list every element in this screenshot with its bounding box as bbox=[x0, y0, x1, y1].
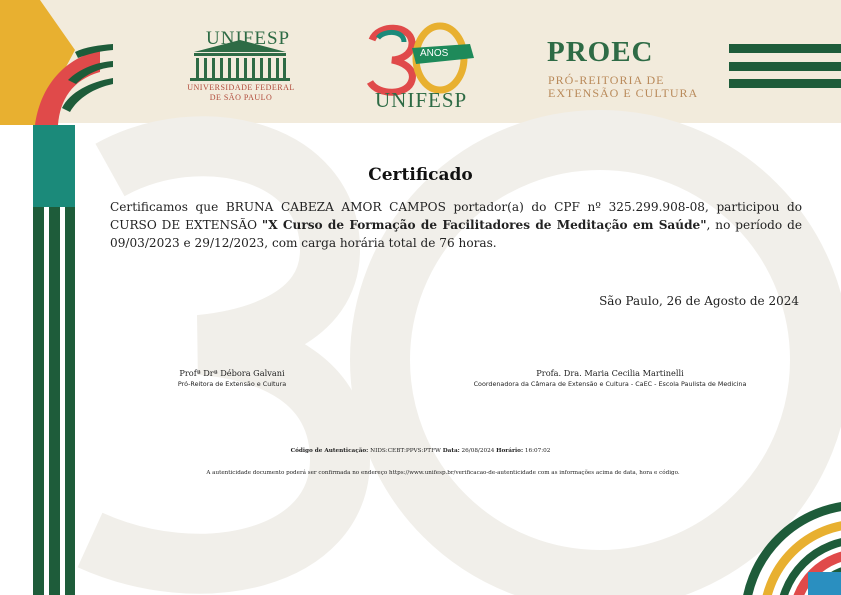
authentication-line bbox=[0, 448, 841, 454]
top-right-stripes bbox=[729, 44, 841, 53]
proec-logo-title: PROEC bbox=[547, 36, 654, 68]
certificate-body bbox=[110, 198, 802, 252]
auth-code-value: NIDS:CEBT:PPVS:PTFW bbox=[370, 448, 441, 454]
auth-time-label: Horário: bbox=[496, 448, 524, 454]
proec-logo-subtitle: EXTENSÃO E CULTURA bbox=[548, 86, 699, 100]
signature-role: Coordenadora da Câmara de Extensão e Cultura - CaEC - Escola Paulista de Medicina bbox=[473, 380, 747, 388]
body-text: Certificamos que BRUNA CABEZA AMOR CAMPOS portador(a) do CPF nº 325.299.908-08, participou do CURSO DE EXTENSÃO bbox=[110, 200, 802, 232]
authentication-note: A autenticidade documento poderá ser confirmada no endereço https://www.unifesp.br/verificacao-de-autenticidade com as informações acima de data, hora e código. bbox=[206, 470, 680, 476]
auth-time-value: 16:07:02 bbox=[524, 448, 551, 454]
body-text: , no período de 09/03/2023 e 29/12/2023, com carga horária total de 76 horas. bbox=[110, 218, 802, 250]
auth-date-value: 26/08/2024 bbox=[461, 448, 495, 454]
unifesp-logo-subtitle: UNIVERSIDADE FEDERAL bbox=[187, 83, 295, 92]
signature-name: Profa. Dra. Maria Cecilia Martinelli bbox=[536, 368, 684, 378]
unifesp-logo-subtitle: DE SÃO PAULO bbox=[209, 93, 273, 102]
proec-logo-subtitle: PRÓ-REITORIA DE bbox=[548, 73, 665, 87]
signature-name: Profª Drª Débora Galvani bbox=[179, 368, 285, 378]
blue-corner-block bbox=[808, 572, 841, 595]
certificate-title: Certificado bbox=[368, 165, 473, 185]
place-and-date: São Paulo, 26 de Agosto de 2024 bbox=[599, 294, 799, 308]
anniversary-logo-icon bbox=[370, 26, 474, 92]
unifesp-logo-title: UNIFESP bbox=[206, 28, 291, 49]
auth-date-label: Data: bbox=[442, 448, 460, 454]
anniversary-anos-label: ANOS bbox=[420, 48, 449, 59]
signature-role: Pró-Reitora de Extensão e Cultura bbox=[177, 380, 287, 388]
auth-code-label: Código de Autenticação: bbox=[290, 448, 369, 454]
course-name: "X Curso de Formação de Facilitadores de Meditação em Saúde" bbox=[261, 218, 707, 232]
anniversary-logo-name: UNIFESP bbox=[375, 88, 468, 112]
